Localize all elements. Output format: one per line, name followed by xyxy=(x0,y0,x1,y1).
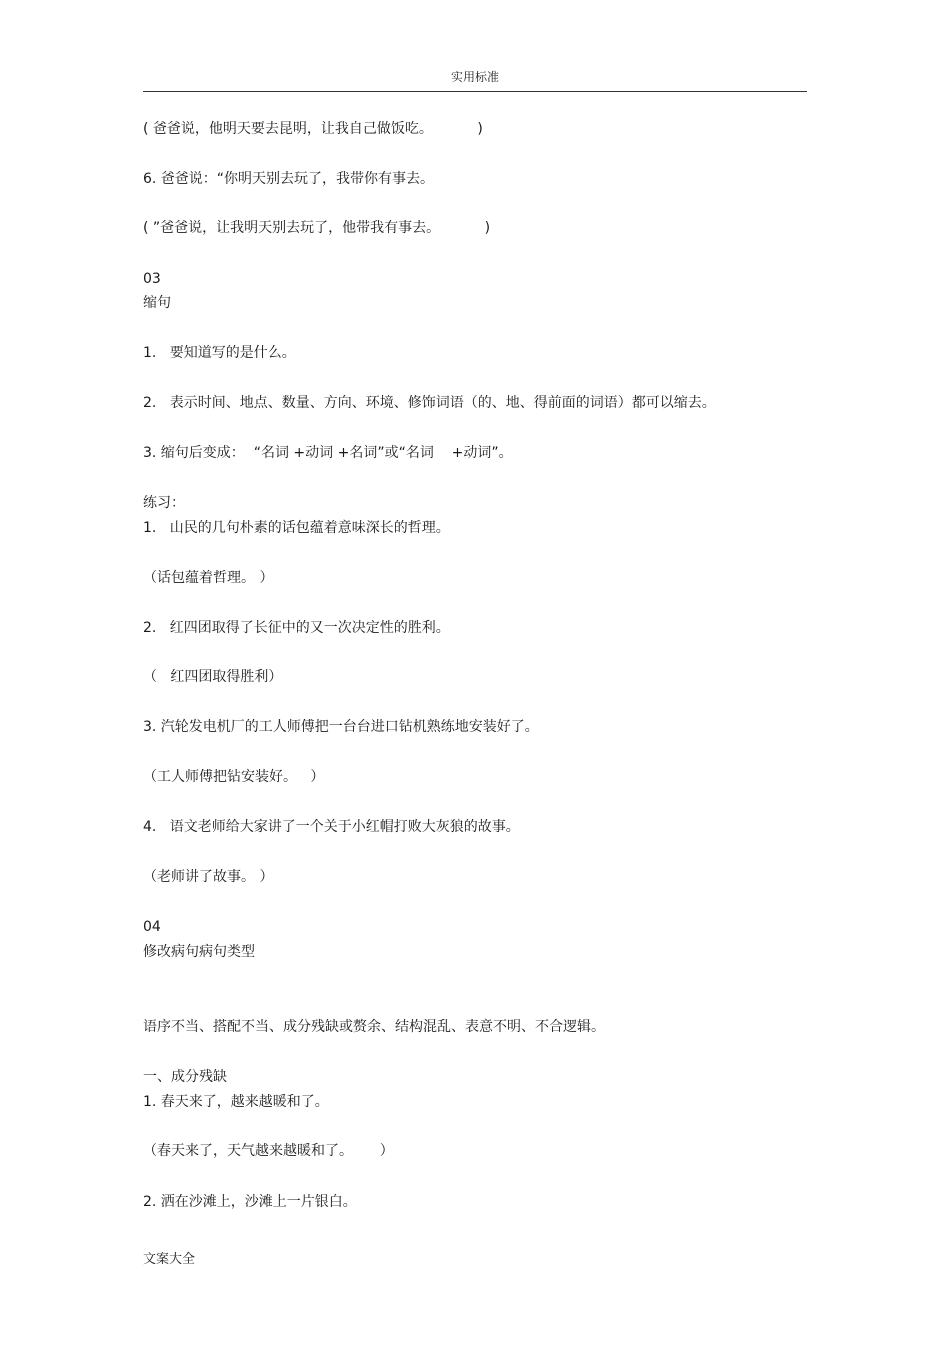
text-line: 3. 缩句后变成： “名词 +动词 +名词”或“名词 +动词”。 xyxy=(143,445,513,461)
page-footer: 文案大全 xyxy=(143,1252,196,1267)
section-number: 04 xyxy=(143,919,161,935)
section-title: 缩句 xyxy=(143,295,171,311)
subsection-title: 一、成分残缺 xyxy=(143,1069,227,1085)
text-line: 2. 表示时间、地点、数量、方向、环境、修饰词语（的、地、得前面的词语）都可以缩去。 xyxy=(143,395,716,411)
text-line: 1. 要知道写的是什么。 xyxy=(143,345,296,361)
text-line: （话包蕴着哲理。 ） xyxy=(143,570,274,586)
text-line: 4. 语文老师给大家讲了一个关于小红帽打败大灰狼的故事。 xyxy=(143,819,520,835)
page-header: 实用标准 xyxy=(450,70,499,84)
text-line: ( ”爸爸说，让我明天别去玩了，他带我有事去。 ) xyxy=(143,220,491,236)
text-line: （工人师傅把钻安装好。 ） xyxy=(143,769,325,785)
header-divider xyxy=(143,91,807,92)
text-line: （ 红四团取得胜利） xyxy=(143,669,283,685)
text-line: ( 爸爸说，他明天要去昆明，让我自己做饭吃。 ) xyxy=(143,121,483,137)
text-line: 6. 爸爸说：“你明天别去玩了，我带你有事去。 xyxy=(143,171,435,187)
text-line: 1. 山民的几句朴素的话包蕴着意味深长的哲理。 xyxy=(143,520,450,536)
text-line: 2. 洒在沙滩上，沙滩上一片银白。 xyxy=(143,1194,357,1210)
section-title: 修改病句病句类型 xyxy=(143,944,255,960)
text-line: 练习： xyxy=(143,495,185,511)
text-line: （春天来了，天气越来越暖和了。 ） xyxy=(143,1143,394,1159)
text-line: 2. 红四团取得了长征中的又一次决定性的胜利。 xyxy=(143,620,450,636)
text-line: 1. 春天来了，越来越暖和了。 xyxy=(143,1094,329,1110)
text-line: 语序不当、搭配不当、成分残缺或赘余、结构混乱、表意不明、不合逻辑。 xyxy=(143,1019,605,1035)
text-line: 3. 汽轮发电机厂的工人师傅把一台台进口钻机熟练地安装好了。 xyxy=(143,719,539,735)
section-number: 03 xyxy=(143,271,161,287)
text-line: （老师讲了故事。 ） xyxy=(143,869,274,885)
